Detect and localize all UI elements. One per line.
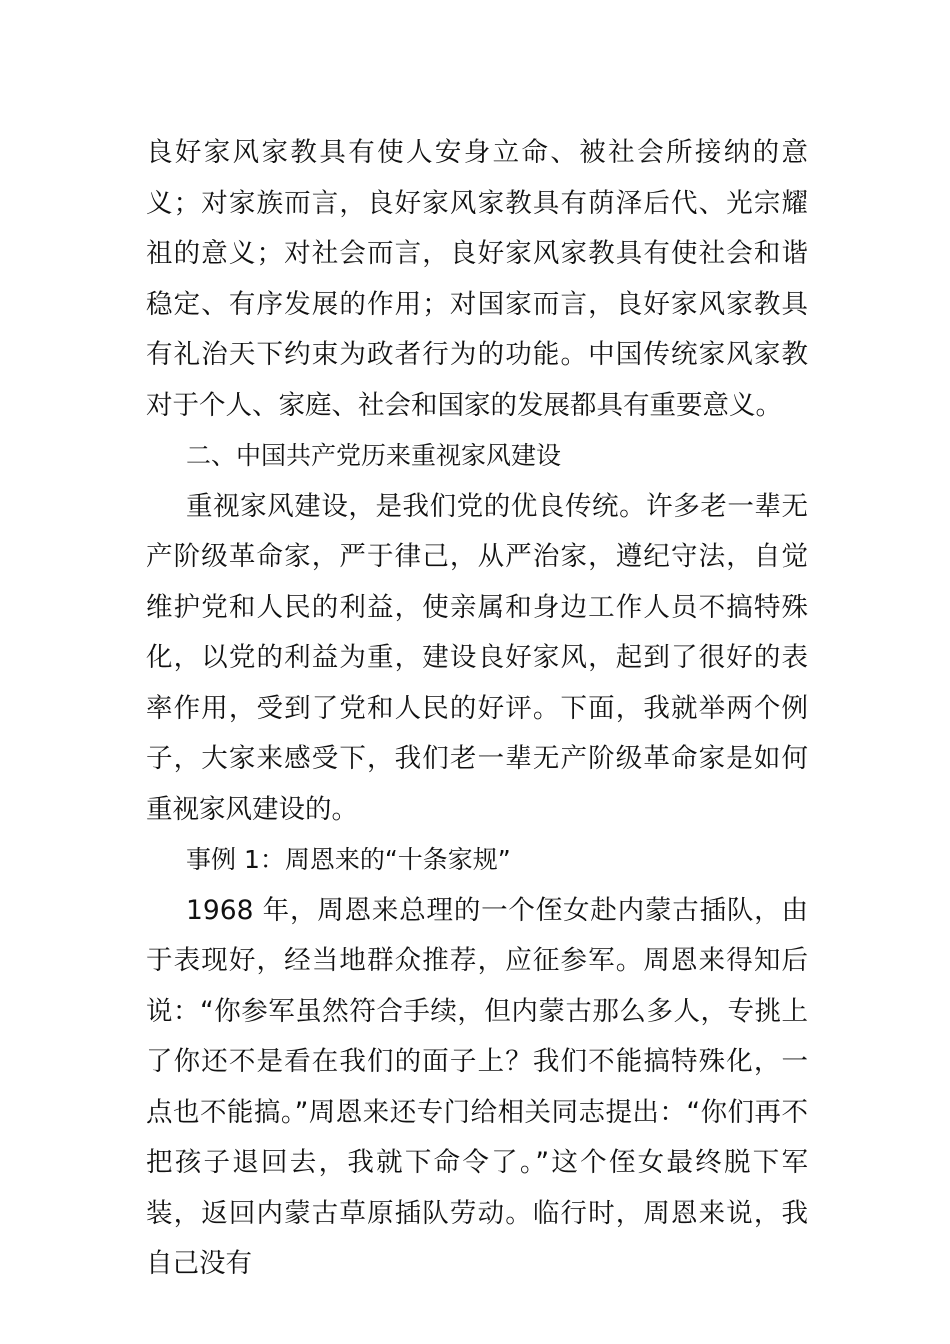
paragraph-intro-continuation: 良好家风家教具有使人安身立命、被社会所接纳的意义；对家族而言，良好家风家教具有荫泽后代、光宗耀祖的意义；对社会而言，良好家风家教具有使社会和谐稳定、有序发展的作用；对国家而言，良好家风家教具有礼治天下约束为政者行为的功能。中国传统家风家教对于个人、家庭、社会和国家的发展都具有重要意义。: [146, 137, 808, 421]
section-heading-party-family-tradition: 二、中国共产党历来重视家风建设: [186, 441, 562, 470]
paragraph-zhou-enlai-example: 1968 年，周恩来总理的一个侄女赴内蒙古插队，由于表现好，经当地群众推荐，应征参军。周恩来得知后说：“你参军虽然符合手续，但内蒙古那么多人，专挑上了你还不是看在我们的面子上？我们不能搞特殊化，一点也不能搞。”周恩来还专门给相关同志提出：“你们再不把孩子退回去，我就下命令了。”这个侄女最终脱下军装，返回内蒙古草原插队劳动。临行时，周恩来说，我自己没有: [146, 894, 808, 1279]
document-body: [146, 128, 808, 1290]
example-heading-zhou-enlai: 事例 1：周恩来的“十条家规”: [186, 845, 511, 874]
paragraph-party-family-tradition: 重视家风建设，是我们党的优良传统。许多老一辈无产阶级革命家，严于律己，从严治家，遵纪守法，自觉维护党和人民的利益，使亲属和身边工作人员不搞特殊化，以党的利益为重，建设良好家风，起到了很好的表率作用，受到了党和人民的好评。下面，我就举两个例子，大家来感受下，我们老一辈无产阶级革命家是如何重视家风建设的。: [146, 490, 808, 825]
